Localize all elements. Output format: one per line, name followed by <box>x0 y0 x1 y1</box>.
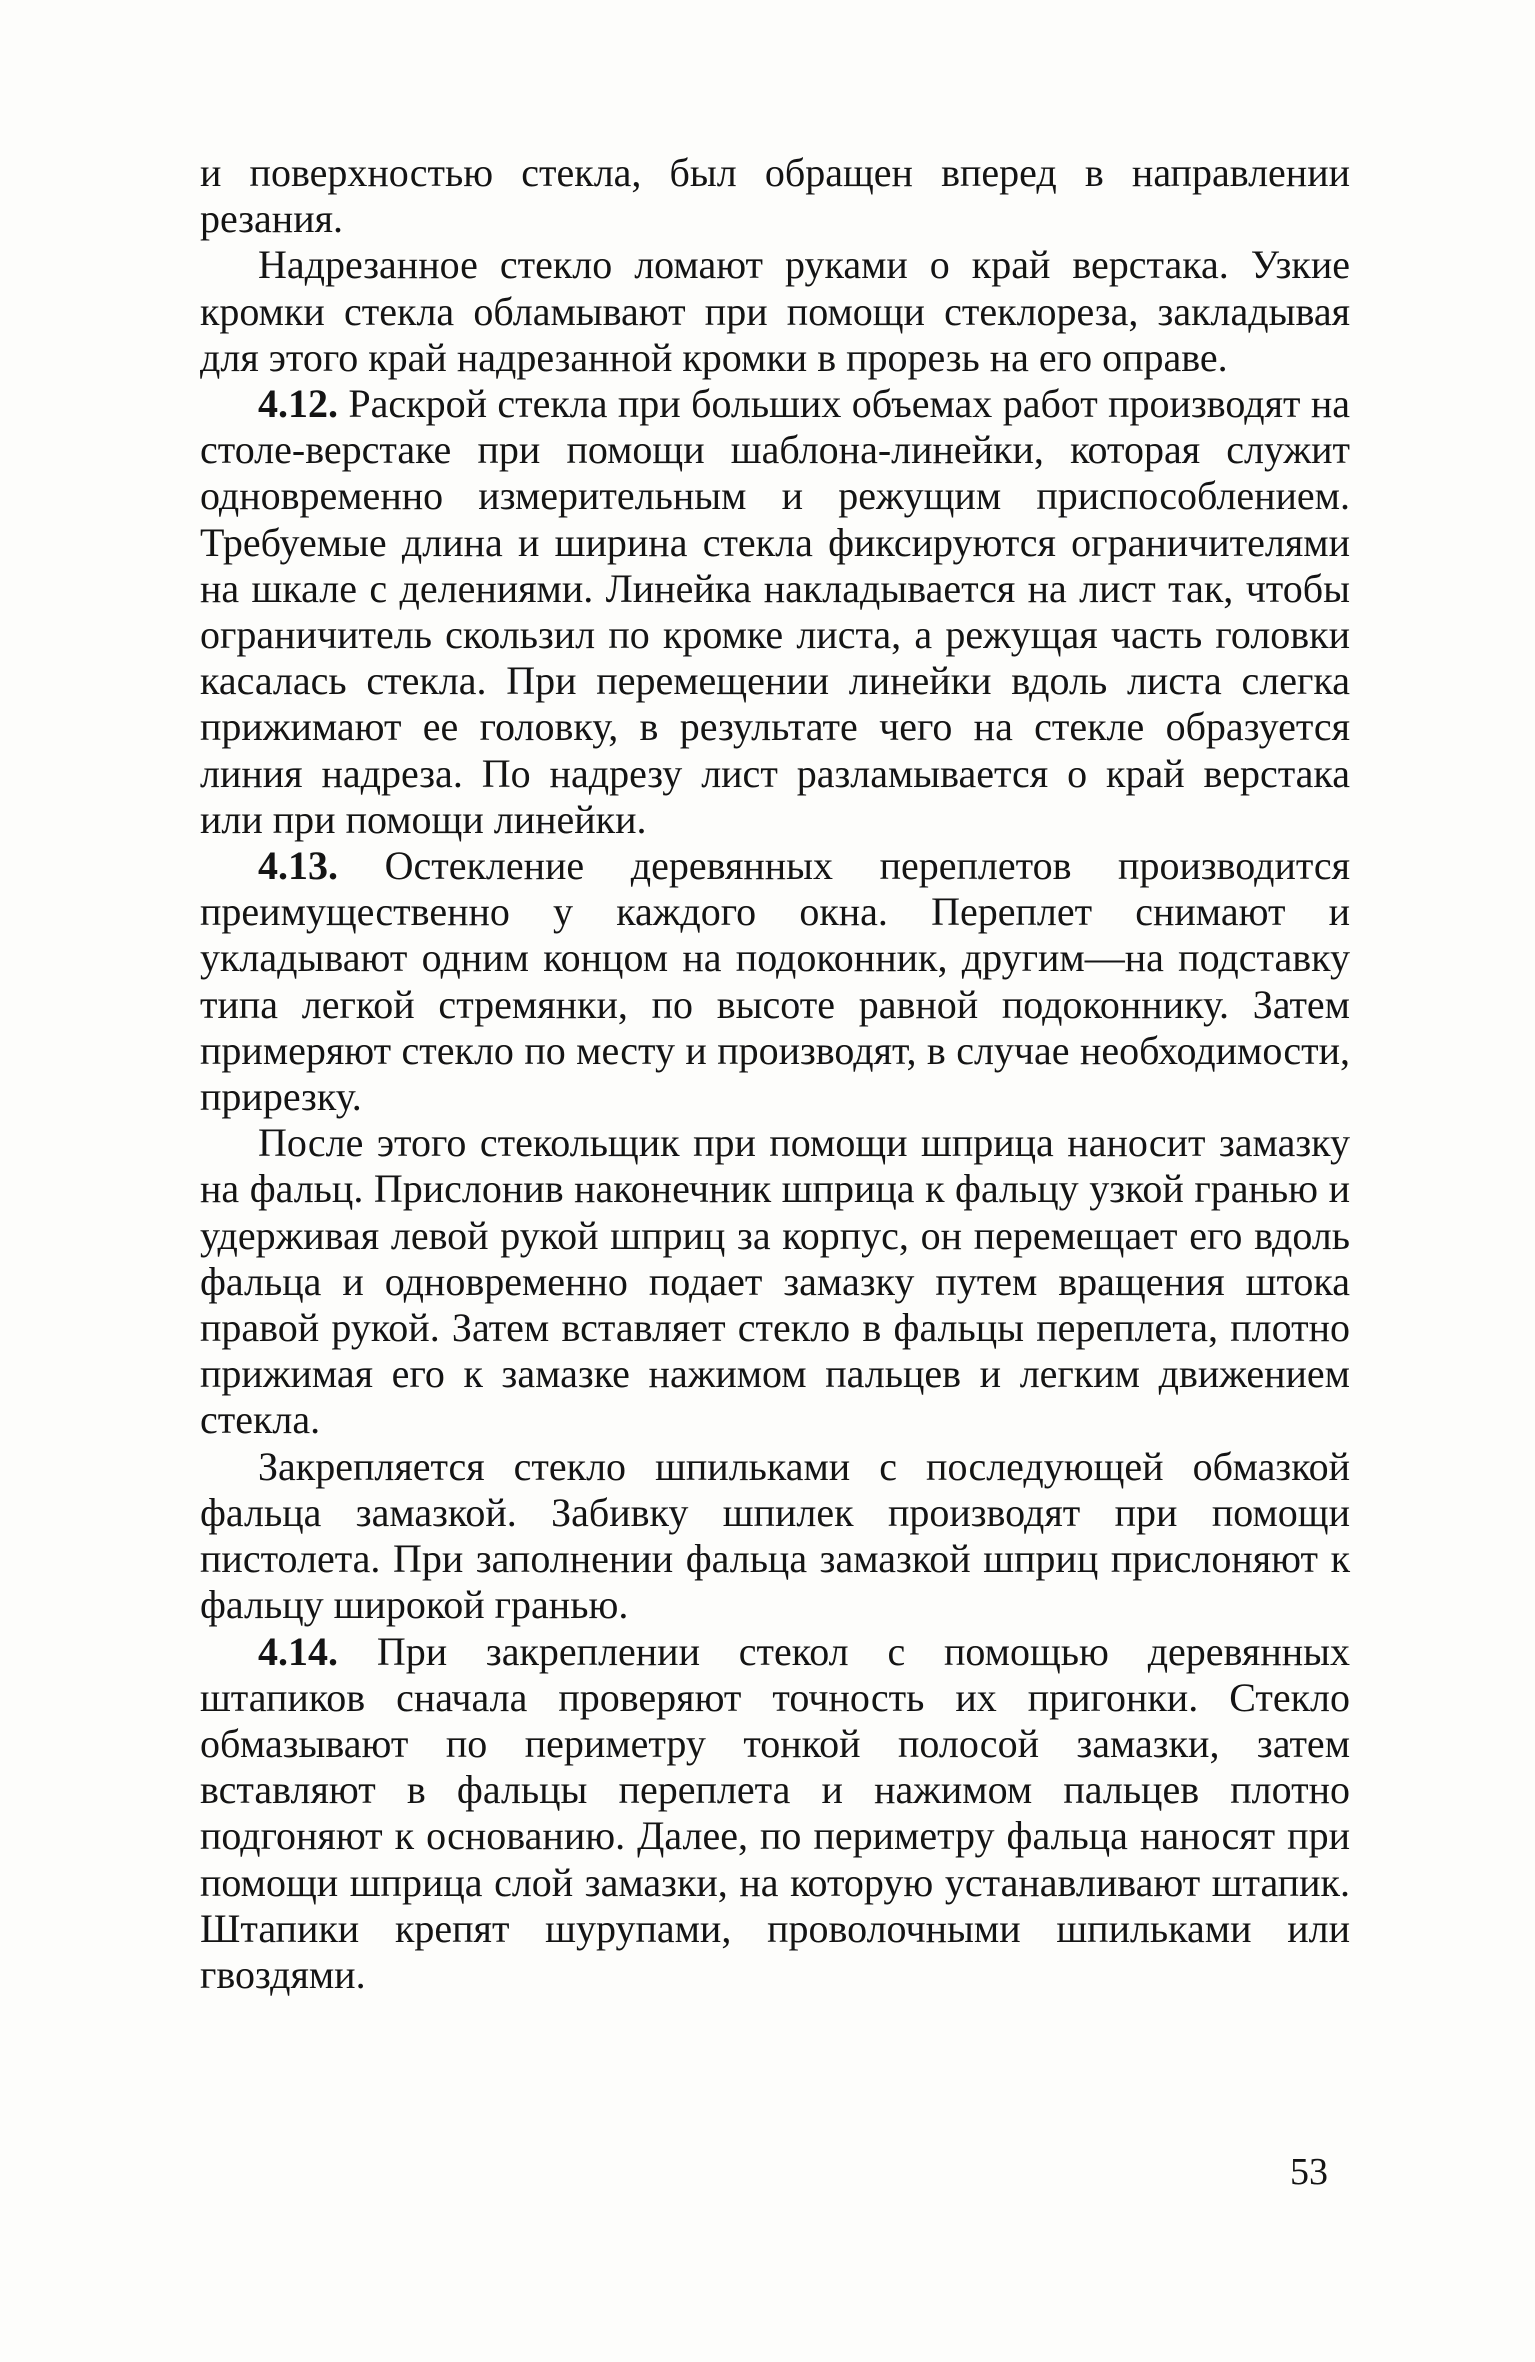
paragraph <box>200 1120 1350 1443</box>
paragraph-text: Остекление деревянных переплетов производится преимущественно у каждого окна. Переплет снимают и укладывают одним концом на подоконник, другим—на подставку типа легкой стремянки, по высоте равной подоконнику. Затем примеряют стекло по месту и производят, в случае необходимости, прирезку. <box>200 843 1350 1120</box>
paragraph-text: После этого стекольщик при помощи шприца наносит замазку на фальц. Прислонив наконечник шприца к фальцу узкой гранью и удерживая левой рукой шприц за корпус, он перемещает его вдоль фальца и одновременно подает замазку путем вращения штока правой рукой. Затем вставляет стекло в фальцы переплета, плотно прижимая его к замазке нажимом пальцев и легким движением стекла. <box>200 1120 1350 1443</box>
paragraph-text: При закреплении стекол с помощью деревянных штапиков сначала проверяют точность их пригонки. Стекло обмазывают по периметру тонкой полосой замазки, затем вставляют в фальцы переплета и нажимом пальцев плотно подгоняют к основанию. Далее, по периметру фальца наносят при помощи шприца слой замазки, на которую устанавливают штапик. Штапики крепят шурупами, проволочными шпильками или гвоздями. <box>200 1628 1351 1997</box>
paragraph-text: Надрезанное стекло ломают руками о край верстака. Узкие кромки стекла обламывают при помощи стеклореза, закладывая для этого край надрезанной кромки в прорезь на его оправе. <box>200 242 1350 380</box>
paragraph-text: Закрепляется стекло шпильками с последующей обмазкой фальца замазкой. Забивку шпилек производят при помощи пистолета. При заполнении фальца замазкой шприц прислоняют к фальцу широкой гранью. <box>200 1443 1350 1628</box>
page-number: 53 <box>1290 2151 1328 2193</box>
body-text <box>200 150 1350 1998</box>
section-number: 4.13. <box>258 843 338 889</box>
paragraph <box>200 1444 1350 1629</box>
paragraph-continuation <box>200 150 1350 242</box>
section-4-12 <box>200 381 1350 843</box>
paragraph-text: и поверхностью стекла, был обращен вперед в направлении резания. <box>200 150 1350 242</box>
paragraph-text: Раскрой стекла при больших объемах работ производят на столе-верстаке при помощи шаблона-линейки, которая служит одновременно измерительным и режущим приспособлением. Требуемые длина и ширина стекла фиксируются ограничителями на шкале с делениями. Линейка накладывается на лист так, чтобы ограничитель скользил по кромке листа, а режущая часть головки касалась стекла. При перемещении линейки вдоль листа слегка прижимают ее головку, в результате чего на стекле образуется линия надреза. По надрезу лист разламывается о край верстака или при помощи линейки. <box>200 381 1350 842</box>
section-4-14 <box>200 1629 1350 1999</box>
section-number: 4.14. <box>258 1628 338 1674</box>
section-4-13 <box>200 843 1350 1120</box>
paragraph <box>200 242 1350 381</box>
section-number: 4.12. <box>258 381 338 427</box>
